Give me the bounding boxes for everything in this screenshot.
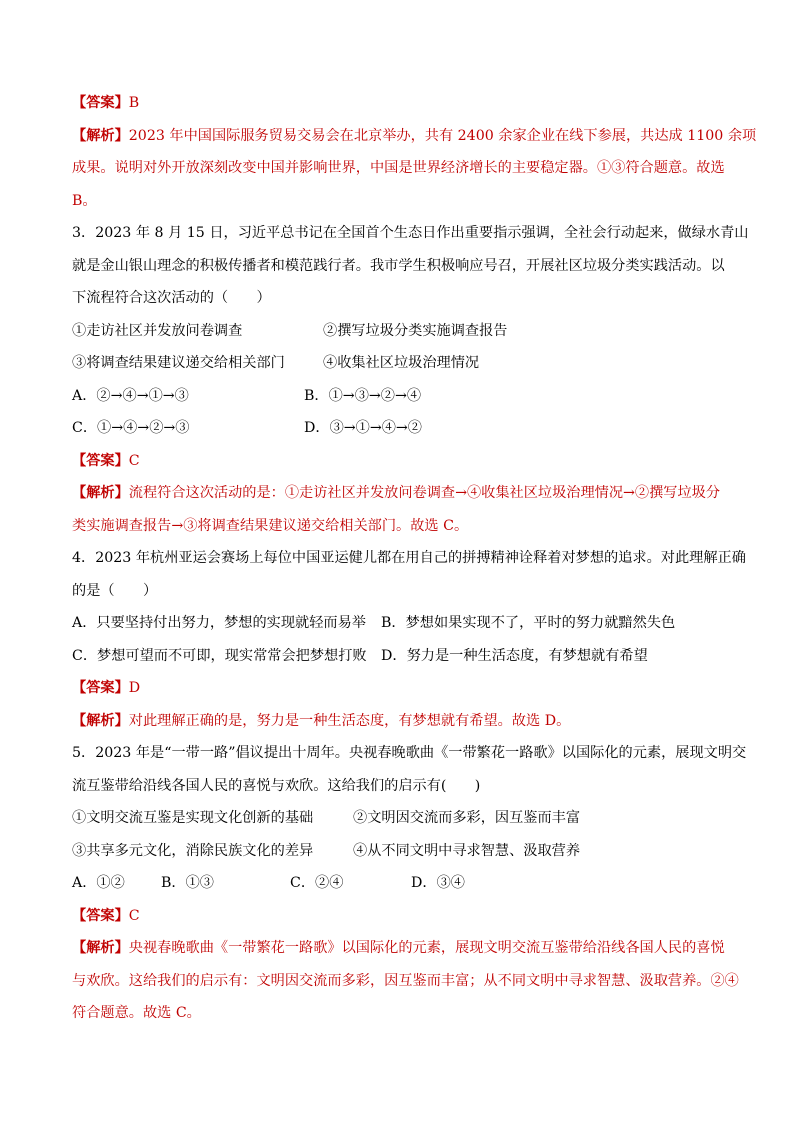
- analysis-text: ①走访社区并发放问卷调查→④收集社区垃圾治理情况→②撰写垃圾分: [284, 485, 721, 501]
- answer-value: C: [128, 452, 140, 469]
- q4-option-d: D．努力是一种生活态度，有梦想就有希望: [381, 647, 648, 664]
- q5-item-3: ③共享多元文化，消除民族文化的差异: [72, 842, 314, 859]
- q3-answer: [72, 450, 722, 472]
- answer-value: C: [128, 907, 140, 924]
- q3-item-2: ②撰写垃圾分类实施调查报告: [323, 322, 508, 339]
- q5-stem-line-1: 5．2023 年是“一带一路”倡议提出十周年。央视春晚歌曲《一带繁花一路歌》以国际化的元素，展现文明交: [72, 745, 747, 761]
- analysis-text: 2023 年中国国际服务贸易交易会在北京举办，共有 2400 余家企业在线下参展，共达成 1100 余项: [128, 127, 757, 144]
- q2-analysis-line-1: [72, 125, 757, 147]
- q5-analysis-line-2: 与欢欣。这给我们的启示有：文明因交流而多彩，因互鉴而丰富；从不同文明中寻求智慧、汲取营养。②④: [72, 972, 739, 989]
- q5-option-c: C．②④: [290, 875, 344, 891]
- q3-option-d: D．③→①→④→②: [304, 420, 422, 436]
- q3-option-b: B．①→③→②→④: [304, 387, 422, 404]
- q3-stem-line-2: 就是金山银山理念的积极传播者和模范践行者。我市学生积极响应号召，开展社区垃圾分类实践活动。以: [72, 257, 725, 274]
- q4-stem-line-2: 的是（ ）: [72, 582, 158, 599]
- q5-analysis-line-3: 符合题意。故选 C。: [72, 1005, 201, 1021]
- q4-answer: [72, 677, 722, 699]
- q2-analysis-line-2: 成果。说明对外开放深刻改变中国并影响世界，中国是世界经济增长的主要稳定器。①③符合题意。故选: [72, 160, 725, 176]
- q5-item-4: ④从不同文明中寻求智慧、汲取营养: [353, 842, 581, 859]
- q3-option-a: A．②→④→①→③: [72, 387, 189, 404]
- analysis-tag: 【解析】: [72, 485, 129, 501]
- analysis-text: 对此理解正确的是，努力是一种生活态度，有梦想就有希望。故选 D。: [128, 712, 571, 729]
- analysis-tag: 【解析】: [72, 940, 129, 956]
- q3-options-row-1: [72, 385, 722, 407]
- answer-tag: 【答案】: [72, 95, 129, 111]
- q3-options-row-2: [72, 417, 722, 439]
- q5-items-row-2: [72, 840, 722, 862]
- q4-options-row-1: [72, 612, 722, 634]
- q3-item-4: ④收集社区垃圾治理情况: [323, 355, 480, 371]
- q3-stem-line-1: 3．2023 年 8 月 15 日，习近平总书记在全国首个生态日作出重要指示强调，全社会行动起来，做绿水青山: [72, 225, 749, 241]
- q5-answer: [72, 905, 722, 927]
- answer-value: D: [128, 680, 141, 696]
- q3-items-row-1: [72, 320, 722, 342]
- analysis-tag: 【解析】: [72, 127, 129, 144]
- analysis-text: 央视春晚歌曲《一带繁花一路歌》以国际化的元素，展现文明交流互鉴带给沿线各国人民的喜悦: [128, 940, 725, 956]
- answer-tag: 【答案】: [72, 680, 129, 696]
- answer-tag: 【答案】: [72, 452, 129, 469]
- q4-option-b: B．梦想如果实现不了，平时的努力就黯然失色: [381, 615, 676, 631]
- q5-analysis-line-1: [72, 937, 725, 959]
- q5-option-d: D．③④: [411, 875, 465, 891]
- q4-analysis: [72, 710, 722, 732]
- q4-options-row-2: [72, 645, 722, 667]
- q5-option-a: A．①②: [72, 875, 125, 891]
- q5-items-row-1: [72, 807, 722, 829]
- q3-item-1: ①走访社区并发放问卷调查: [72, 322, 243, 339]
- q5-item-1: ①文明交流互鉴是实现文化创新的基础: [72, 810, 314, 826]
- q4-option-a: A．只要坚持付出努力，梦想的实现就轻而易举: [72, 615, 366, 631]
- q3-item-3: ③将调查结果建议递交给相关部门: [72, 355, 285, 371]
- q3-stem-line-3: 下流程符合这次活动的（ ）: [72, 290, 271, 306]
- document-page: [72, 92, 757, 1024]
- q4-option-c: C．梦想可望而不可即，现实常常会把梦想打败: [72, 647, 367, 664]
- q5-option-b: B．①③: [161, 875, 214, 891]
- q2-analysis-line-3: B。: [72, 192, 97, 209]
- q3-option-c: C．①→④→②→③: [72, 420, 190, 436]
- q5-options-row: [72, 872, 722, 894]
- q5-stem-line-2: 流互鉴带给沿线各国人民的喜悦与欢欣。这给我们的启示有( ): [72, 777, 481, 794]
- q4-stem-line-1: 4．2023 年杭州亚运会赛场上每位中国亚运健儿都在用自己的拼搏精神诠释着对梦想的追求。对此理解正确: [72, 550, 746, 566]
- analysis-tag: 【解析】: [72, 712, 129, 729]
- q3-analysis-line-1: [72, 482, 722, 504]
- q2-answer: [72, 92, 722, 114]
- q5-item-2: ②文明因交流而多彩，因互鉴而丰富: [353, 810, 581, 826]
- analysis-lead: 流程符合这次活动的是：: [128, 485, 285, 501]
- q3-analysis-line-2: 类实施调查报告→③将调查结果建议递交给相关部门。故选 C。: [72, 517, 469, 534]
- q3-items-row-2: [72, 352, 722, 374]
- answer-value: B: [128, 95, 140, 111]
- answer-tag: 【答案】: [72, 907, 129, 924]
